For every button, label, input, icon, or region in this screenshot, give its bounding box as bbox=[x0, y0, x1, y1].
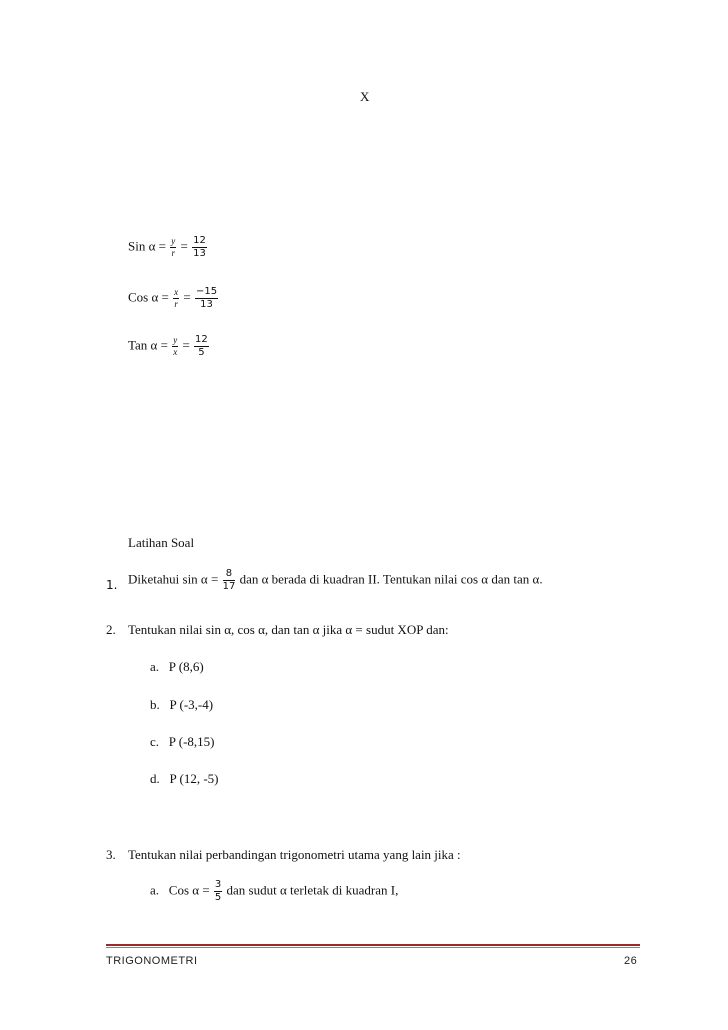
cos-label: Cos α = bbox=[128, 289, 169, 305]
q3-item-a-suffix: dan sudut α terletak di kuadran I, bbox=[226, 882, 399, 898]
footer-rule bbox=[106, 944, 640, 946]
q2-item-a-letter: a. bbox=[150, 659, 160, 674]
q3-item-a-fraction-denominator: 5 bbox=[214, 892, 222, 903]
q3-number: 3. bbox=[106, 847, 116, 862]
q2-item-d-text: P (12, -5) bbox=[169, 771, 219, 786]
q3-item-a-fraction-numerator: 3 bbox=[214, 879, 222, 890]
q2-item-a-text: P (8,6) bbox=[168, 659, 204, 674]
section-title: Latihan Soal bbox=[128, 535, 195, 550]
tan-equation bbox=[128, 335, 210, 358]
q1-fraction-numerator: 8 bbox=[223, 569, 236, 581]
cos-value-fraction bbox=[195, 287, 218, 310]
cos-var-denominator: r bbox=[174, 299, 178, 309]
q3-item-a-letter: a. bbox=[150, 882, 160, 898]
sin-equation bbox=[128, 236, 208, 259]
q2-item-b bbox=[150, 697, 213, 713]
q1-text bbox=[128, 569, 543, 592]
footer-page-number: 26 bbox=[624, 955, 638, 967]
q1-number: 1. bbox=[106, 578, 118, 592]
tan-var-numerator: y bbox=[173, 335, 178, 345]
footer-title: TRIGONOMETRI bbox=[106, 955, 198, 967]
sin-value-numerator: 12 bbox=[193, 235, 206, 246]
tan-value-numerator: 12 bbox=[195, 334, 208, 345]
q1-fraction bbox=[223, 569, 236, 592]
q3-text: Tentukan nilai perbandingan trigonometri utama yang lain jika : bbox=[128, 847, 461, 862]
q2-text: Tentukan nilai sin α, cos α, dan tan α jika α = sudut XOP dan: bbox=[128, 622, 449, 637]
q1-fraction-denominator: 17 bbox=[222, 581, 236, 592]
q3-item-a-fraction bbox=[214, 880, 222, 903]
axis-label-x: X bbox=[360, 89, 370, 104]
footer-rule-thin bbox=[106, 947, 640, 948]
cos-equation bbox=[128, 287, 219, 310]
q2-number: 2. bbox=[106, 622, 116, 637]
sin-value-fraction bbox=[192, 236, 207, 259]
sin-variable-fraction bbox=[170, 237, 176, 258]
cos-value-denominator: 13 bbox=[200, 299, 213, 310]
q2-item-c-letter: c. bbox=[150, 734, 160, 749]
sin-label: Sin α = bbox=[128, 238, 166, 254]
tan-variable-fraction bbox=[172, 336, 178, 357]
tan-value-fraction bbox=[194, 335, 209, 358]
q2-item-b-letter: b. bbox=[150, 697, 160, 712]
q2-item-b-text: P (-3,-4) bbox=[169, 697, 214, 712]
sin-var-numerator: y bbox=[171, 236, 176, 246]
q3-item-a-prefix: Cos α = bbox=[168, 882, 210, 898]
q2-item-c-text: P (-8,15) bbox=[168, 734, 215, 749]
cos-equals: = bbox=[183, 289, 191, 305]
q1-prefix: Diketahui sin α = bbox=[128, 571, 219, 587]
cos-var-numerator: x bbox=[174, 287, 179, 297]
cos-value-numerator: −15 bbox=[195, 286, 218, 297]
tan-equals: = bbox=[182, 337, 190, 353]
q2-item-d-letter: d. bbox=[150, 771, 160, 786]
q2-item-c bbox=[150, 734, 215, 750]
tan-value-denominator: 5 bbox=[198, 347, 205, 358]
q1-suffix: dan α berada di kuadran II. Tentukan nilai cos α dan tan α. bbox=[239, 571, 543, 587]
tan-label: Tan α = bbox=[128, 337, 168, 353]
tan-var-denominator: x bbox=[173, 347, 178, 357]
sin-value-denominator: 13 bbox=[193, 248, 206, 259]
q2-item-d bbox=[150, 771, 219, 787]
sin-equals: = bbox=[180, 238, 188, 254]
q2-item-a bbox=[150, 659, 204, 675]
cos-variable-fraction bbox=[173, 288, 179, 309]
q3-item-a bbox=[150, 880, 398, 903]
sin-var-denominator: r bbox=[171, 248, 175, 258]
